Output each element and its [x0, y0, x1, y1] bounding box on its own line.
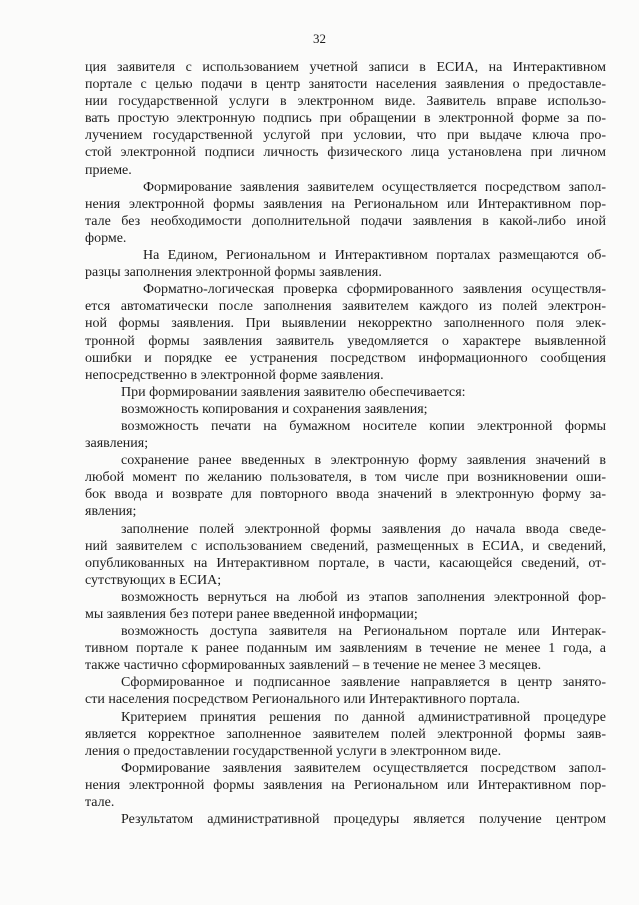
text-line: является корректное заполненное заявителем полей электронной формы заяв-	[85, 726, 606, 742]
text-line: разцы заполнения электронной формы заявления.	[85, 265, 382, 281]
text-line: Форматно-логическая проверка сформированного заявления осуществля-	[143, 282, 606, 298]
text-line: ной формы заявления. При выявлении некорректно заполненного поля элек-	[85, 316, 606, 332]
text-line: сти населения посредством Регионального или Интерактивного портала.	[85, 692, 521, 708]
text-line: возможность вернуться на любой из этапов заполнения электронной фор-	[121, 589, 606, 605]
text-line: возможность печати на бумажном носителе копии электронной формы	[121, 418, 606, 434]
text-line: сутствующих в ЕСИА;	[85, 572, 222, 588]
document-body	[85, 59, 606, 828]
text-line: Критерием принятия решения по данной административной процедуре	[121, 709, 606, 725]
text-line: ция заявителя с использованием учетной записи в ЕСИА, на Интерактивном	[85, 60, 606, 75]
text-line: бок ввода и возврате для повторного ввода значений в электронную форму за-	[85, 487, 606, 503]
text-line: тронной формы заявления заявитель уведомляется о характере выявленной	[85, 333, 606, 349]
text-line: Результатом административной процедуры является получение центром	[121, 812, 606, 828]
text-line: опубликованных на Интерактивном портале, в части, касающейся сведений, от-	[85, 555, 606, 571]
text-line: ется автоматически после заполнения заявителем каждого из полей электрон-	[85, 299, 606, 315]
text-line: При формировании заявления заявителю обеспечивается:	[121, 384, 466, 400]
text-line: ления о предоставлении государственной услуги в электронном виде.	[85, 743, 502, 759]
text-line: портале с целью подачи в центр занятости населения заявления о предоставле-	[85, 77, 606, 93]
text-line: также частично сформированных заявлений – в течение не менее 3 месяцев.	[85, 658, 542, 674]
page-number: 32	[313, 31, 326, 46]
text-line: нения электронной формы заявления на Региональном или Интерактивном пор-	[85, 196, 606, 212]
text-line: ний заявителем с использованием сведений, размещенных в ЕСИА, и сведений,	[85, 538, 606, 554]
text-line: ошибки и порядке ее устранения посредством информационного сообщения	[85, 350, 606, 366]
text-line: любой момент по желанию пользователя, в том числе при возникновении оши-	[85, 470, 606, 486]
text-line: лучением государственной услугой при условии, что при выдаче ключа про-	[85, 128, 606, 144]
text-line: приеме.	[85, 162, 132, 178]
text-line: возможность доступа заявителя на Региональном портале или Интерак-	[121, 624, 606, 640]
text-line: вать простую электронную подпись при обращении в электронной форме за по-	[85, 111, 606, 127]
text-line: форме.	[85, 230, 127, 246]
text-line: нии государственной услуги в электронном виде. Заявитель вправе использо-	[85, 94, 606, 110]
text-line: заявления;	[85, 436, 149, 452]
text-line: тале.	[85, 795, 115, 811]
text-line: Сформированное и подписанное заявление направляется в центр занято-	[121, 675, 606, 691]
text-line: сохранение ранее введенных в электронную форму заявления значений в	[121, 453, 606, 469]
text-line: Формирование заявления заявителем осуществляется посредством запол-	[121, 760, 606, 776]
text-line: нения электронной формы заявления на Региональном или Интерактивном пор-	[85, 777, 606, 793]
text-line: стой электронной подписи личность физического лица установлена при личном	[85, 145, 606, 161]
text-line: На Едином, Региональном и Интерактивном порталах размещаются об-	[143, 248, 606, 264]
text-line: заполнение полей электронной формы заявления до начала ввода сведе-	[121, 521, 606, 537]
text-line: непосредственно в электронной форме заявления.	[85, 367, 384, 383]
text-line: мы заявления без потери ранее введенной информации;	[85, 607, 418, 622]
text-line: возможность копирования и сохранения заявления;	[121, 401, 428, 417]
text-line: тивном портале к ранее поданным им заявлениям в течение не менее 1 года, а	[85, 641, 606, 657]
text-line: тале без необходимости дополнительной подачи заявления в какой-либо иной	[85, 213, 606, 229]
text-line: Формирование заявления заявителем осуществляется посредством запол-	[143, 179, 606, 195]
text-line: явления;	[85, 504, 137, 520]
